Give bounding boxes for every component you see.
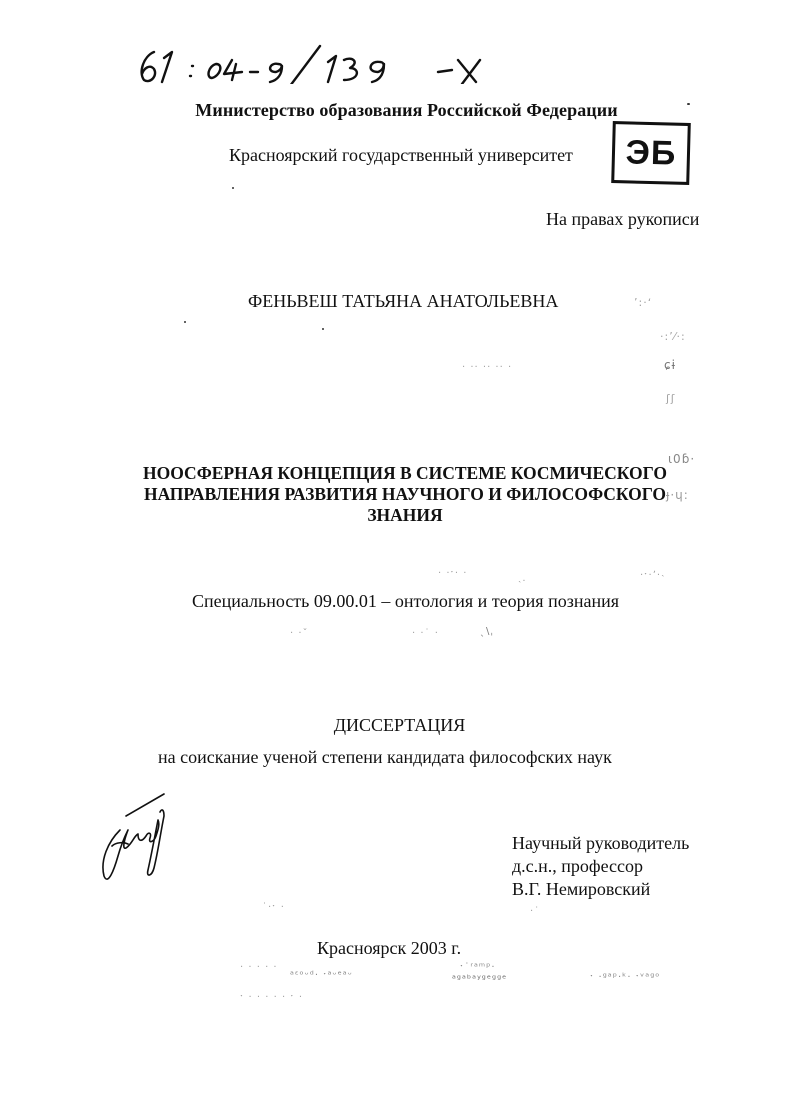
scan-noise-cluster: ·˙ bbox=[530, 906, 541, 917]
scan-speck bbox=[322, 328, 324, 330]
degree-line: на соискание ученой степени кандидата философских наук bbox=[158, 747, 612, 767]
scan-noise-cluster: ·ˑ·ʼ·˴ bbox=[640, 570, 666, 581]
scan-noise-cluster: ˙·ˑ · bbox=[262, 902, 285, 913]
signature bbox=[98, 790, 208, 890]
supervisor-block bbox=[512, 832, 689, 901]
scan-noise-cluster: ʃʃ bbox=[666, 392, 676, 405]
scan-noise-cluster: ˑ˙ʳᵃᵐᵖ· bbox=[460, 962, 496, 973]
scan-noise-cluster: ˑ ·ᵍᵃᵖ·ᵏ· ˑᵛᵃᵍᵒ bbox=[590, 972, 661, 983]
stamp-label: ЭБ bbox=[625, 132, 677, 173]
scan-noise-cluster: · ·ˑ· · bbox=[438, 568, 468, 579]
document-type: ДИССЕРТАЦИЯ bbox=[333, 715, 466, 735]
handwritten-archive-code bbox=[132, 14, 492, 84]
scan-noise-cluster: ˎ\ˌ bbox=[480, 626, 495, 637]
city-year: Красноярск 2003 г. bbox=[317, 938, 462, 958]
scan-noise-cluster: ·:ʼ⁄·: bbox=[660, 330, 686, 343]
dissertation-title bbox=[80, 463, 730, 526]
ministry-heading: Министерство образования Российской Федерации bbox=[195, 100, 618, 120]
handwriting-icon bbox=[132, 14, 492, 84]
rights-note: На правах рукописи bbox=[546, 209, 700, 229]
specialty-line: Специальность 09.00.01 – онтология и теория познания bbox=[192, 591, 619, 611]
scan-speck bbox=[232, 187, 234, 189]
scan-noise-cluster: ˴· bbox=[518, 576, 527, 587]
supervisor-name: В.Г. Немировский bbox=[512, 879, 651, 899]
title-line-2: НАПРАВЛЕНИЯ РАЗВИТИЯ НАУЧНОГО И ФИЛОСОФСКОГО bbox=[143, 484, 667, 504]
title-line-1: НООСФЕРНАЯ КОНЦЕПЦИЯ В СИСТЕМЕ КОСМИЧЕСКОГО bbox=[143, 463, 667, 483]
supervisor-role: Научный руководитель bbox=[512, 833, 690, 853]
scan-noise-cluster: · ·ˇ bbox=[290, 628, 309, 639]
university-name: Красноярский государственный университет bbox=[229, 145, 573, 165]
library-stamp bbox=[611, 121, 691, 185]
scan-noise-cluster: ɟ·ɥ: bbox=[666, 488, 689, 502]
scan-noise-cluster: ɕɨ bbox=[664, 358, 676, 372]
scan-speck bbox=[184, 321, 186, 323]
scan-noise-cluster: ᵃᵋᵒᵕᵈ· ˑᵃᵕᵉᵃᵕ bbox=[290, 970, 353, 981]
title-line-3: ЗНАНИЯ bbox=[367, 505, 443, 525]
author-name: ФЕНЬВЕШ ТАТЬЯНА АНАТОЛЬЕВНА bbox=[248, 291, 559, 311]
scan-noise-cluster: ɩ0ɓ· bbox=[668, 452, 696, 466]
scan-noise-cluster: ˑ · · · · · ˑ · bbox=[240, 992, 304, 1003]
scan-noise-cluster: ᵃᵍᵃᵇᵃʸᵍᵉᵍᵍᵉ bbox=[452, 974, 508, 985]
scan-speck bbox=[687, 103, 690, 105]
supervisor-rank: д.с.н., профессор bbox=[512, 856, 643, 876]
scan-noise-cluster: ʼ:·ʻ bbox=[634, 296, 653, 309]
signature-icon bbox=[98, 790, 208, 890]
scan-noise-cluster: · · · · · bbox=[240, 962, 278, 973]
scan-noise-cluster: · ·˙ · bbox=[412, 628, 439, 639]
scan-noise-cluster: · ·· ·· ·· · bbox=[462, 362, 513, 373]
